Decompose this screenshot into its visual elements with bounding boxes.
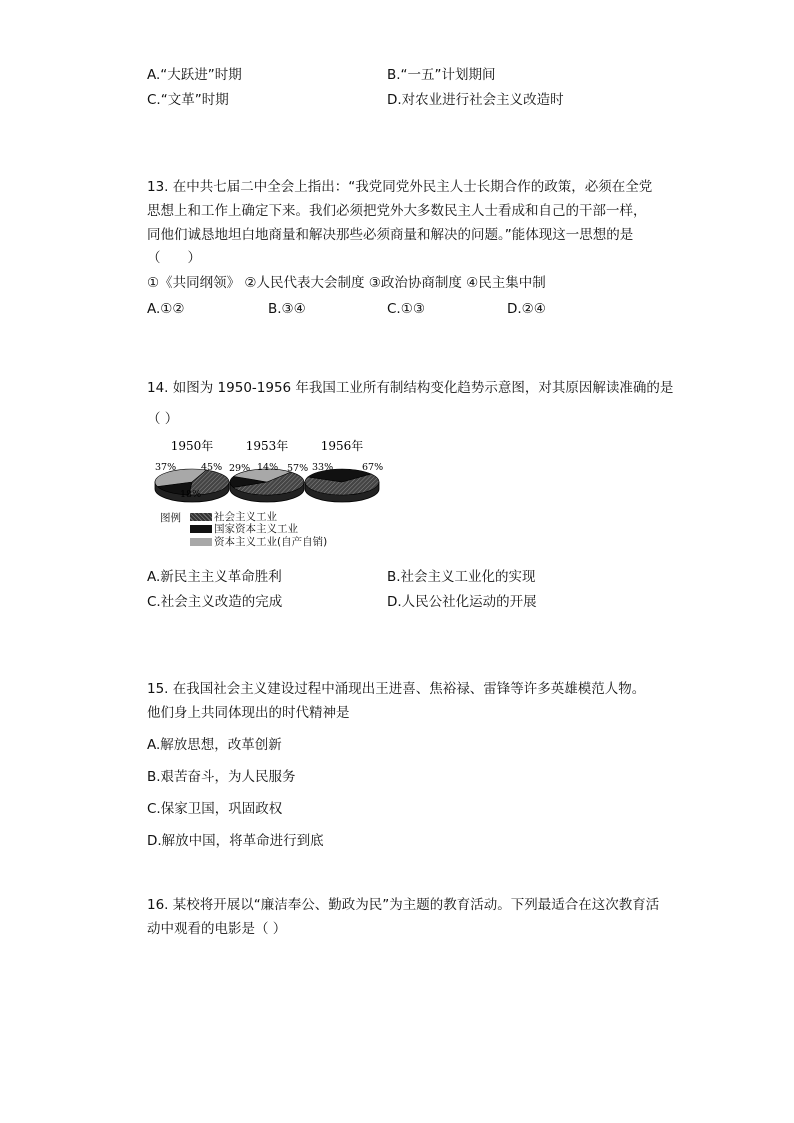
q13-option-d[interactable]: D.②④ bbox=[507, 301, 546, 317]
legend-item-state-capitalist bbox=[190, 521, 298, 535]
pie-value-label: 37% bbox=[155, 462, 177, 473]
q14-stem-line: 14. 如图为 1950-1956 年我国工业所有制结构变化趋势示意图，对其原因解读准确的是 bbox=[147, 380, 674, 396]
q12-option-b[interactable]: B.“一五”计划期间 bbox=[387, 67, 496, 83]
q13-option-a[interactable]: A.①② bbox=[147, 301, 185, 317]
pie-value-label: 18% bbox=[180, 489, 202, 500]
q15-option-a[interactable]: A.解放思想，改革创新 bbox=[147, 737, 282, 753]
legend-swatch bbox=[190, 513, 212, 521]
q13-option-c[interactable]: C.①③ bbox=[387, 301, 425, 317]
q13-stem-line: 思想上和工作上确定下来。我们必须把党外大多数民主人士看成和自己的干部一样， bbox=[147, 203, 647, 219]
q12-option-c[interactable]: C.“文革”时期 bbox=[147, 92, 229, 108]
q13-stem-line: 13. 在中共七届二中全会上指出：“我党同党外民主人士长期合作的政策，必须在全党 bbox=[147, 179, 653, 195]
q15-option-c[interactable]: C.保家卫国，巩固政权 bbox=[147, 801, 283, 817]
pie-value-label: 14% bbox=[257, 462, 279, 473]
q14-option-b[interactable]: B.社会主义工业化的实现 bbox=[387, 569, 536, 585]
q14-option-a[interactable]: A.新民主主义革命胜利 bbox=[147, 569, 282, 585]
pie-value-label: 33% bbox=[312, 462, 334, 473]
q13-stem-line: （ ） bbox=[147, 250, 201, 266]
legend-item-socialist bbox=[190, 509, 277, 523]
q14-option-d[interactable]: D.人民公社化运动的开展 bbox=[387, 594, 537, 610]
pie-title: 1956年 bbox=[320, 439, 364, 453]
q13-stem-line: 同他们诚恳地坦白地商量和解决那些必须商量和解决的问题。”能体现这一思想的是 bbox=[147, 227, 634, 243]
q15-option-b[interactable]: B.艰苦奋斗，为人民服务 bbox=[147, 769, 296, 785]
q16-stem-line: 16. 某校将开展以“廉洁奉公、勤政为民”为主题的教育活动。下列最适合在这次教育活 bbox=[147, 897, 660, 913]
pie-value-label: 57% bbox=[287, 463, 309, 474]
q13-items: ①《共同纲领》 ②人民代表大会制度 ③政治协商制度 ④民主集中制 bbox=[147, 275, 546, 291]
legend-item-capitalist bbox=[190, 534, 328, 548]
pie-value-label: 29% bbox=[229, 463, 251, 474]
legend-label: 资本主义工业(自产自销) bbox=[214, 536, 328, 548]
legend-title: 图例 bbox=[160, 512, 181, 524]
q12-option-a[interactable]: A.“大跃进”时期 bbox=[147, 67, 242, 83]
pie-title: 1953年 bbox=[245, 439, 289, 453]
q15-option-d[interactable]: D.解放中国，将革命进行到底 bbox=[147, 833, 324, 849]
pie-value-label: 67% bbox=[362, 462, 384, 473]
q16-stem-line: 动中观看的电影是（ ） bbox=[147, 921, 287, 937]
q14-stem-line: （ ） bbox=[147, 411, 179, 427]
q15-stem-line: 15. 在我国社会主义建设过程中涌现出王进喜、焦裕禄、雷锋等许多英雄模范人物。 bbox=[147, 681, 646, 697]
q13-option-b[interactable]: B.③④ bbox=[268, 301, 306, 317]
q14-option-c[interactable]: C.社会主义改造的完成 bbox=[147, 594, 283, 610]
q15-stem-line: 他们身上共同体现出的时代精神是 bbox=[147, 705, 350, 721]
legend-swatch bbox=[190, 538, 212, 546]
legend-swatch bbox=[190, 525, 212, 533]
legend-label: 国家资本主义工业 bbox=[214, 523, 298, 535]
pie-value-label: 45% bbox=[201, 462, 223, 473]
pie-title: 1950年 bbox=[170, 439, 214, 453]
q12-option-d[interactable]: D.对农业进行社会主义改造时 bbox=[387, 92, 564, 108]
legend-label: 社会主义工业 bbox=[214, 511, 277, 523]
